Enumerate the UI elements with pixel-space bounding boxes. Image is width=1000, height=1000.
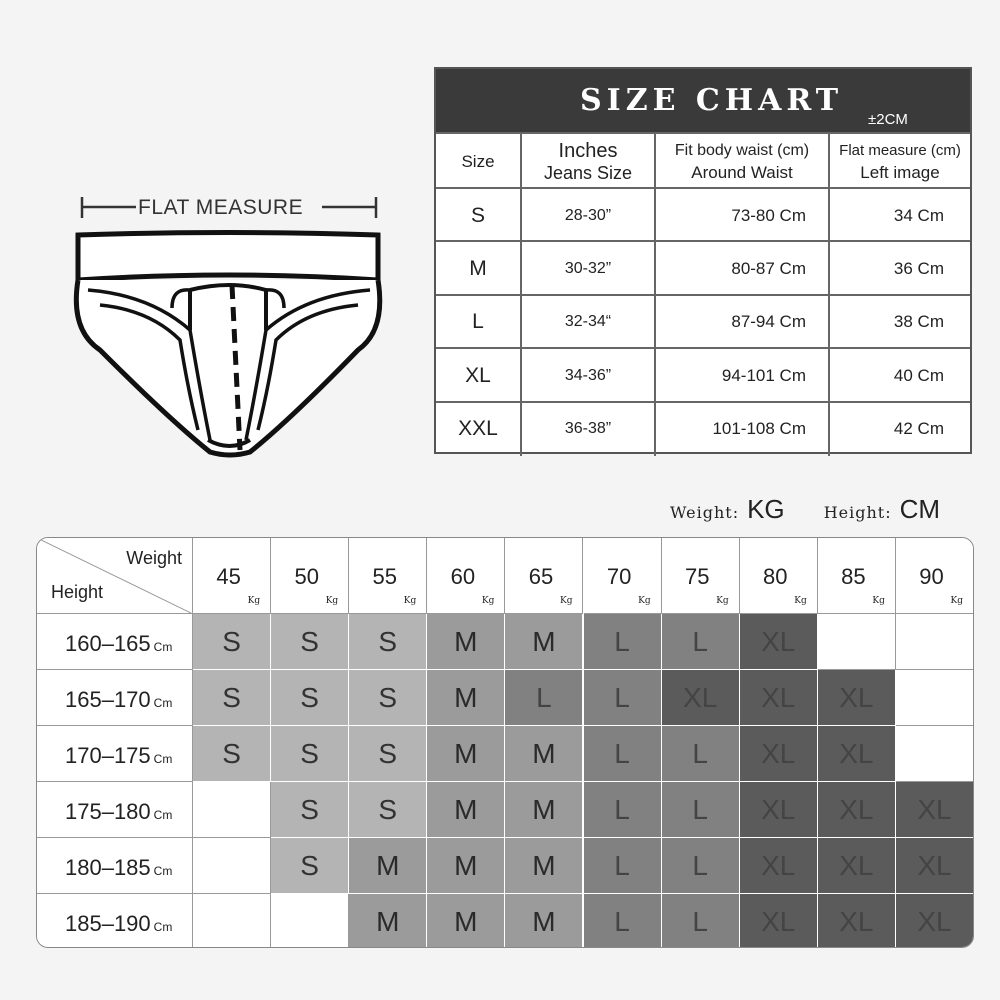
height-header-cell <box>37 614 193 670</box>
flat-measure-label: FLAT MEASURE <box>138 196 304 219</box>
size-recommendation-cell <box>818 614 896 670</box>
height-range-value: 175–180 <box>65 799 151 824</box>
size-cell: XL <box>465 363 491 387</box>
size-recommendation-cell <box>427 838 505 894</box>
size-letter: XL <box>917 905 952 937</box>
size-chart-header-row <box>436 132 970 189</box>
size-letter: S <box>222 625 241 657</box>
weight-unit: Kg <box>794 596 807 606</box>
weight-unit: Kg <box>325 596 339 606</box>
weight-unit: Kg <box>716 596 729 606</box>
inches-cell: 28-30” <box>520 189 654 242</box>
size-letter: M <box>376 849 400 881</box>
size-recommendation-cell <box>505 838 583 894</box>
size-cell: XXL <box>458 417 498 441</box>
size-letter: S <box>300 793 319 825</box>
weight-header-cell <box>896 538 974 614</box>
weight-value: 65 <box>528 564 554 589</box>
weight-unit: Kg <box>950 596 963 606</box>
size-recommendation-cell <box>427 614 505 670</box>
size-recommendation-cell <box>662 838 740 894</box>
size-recommendation-cell <box>584 894 662 948</box>
size-letter: L <box>692 793 708 825</box>
height-unit: Cm <box>153 696 173 710</box>
size-recommendation-cell <box>740 614 818 670</box>
size-recommendation-cell <box>584 670 662 726</box>
size-recommendation-cell <box>584 782 662 838</box>
size-letter: L <box>614 681 630 713</box>
waist-cell: 73-80 Cm <box>654 189 828 242</box>
size-letter <box>193 838 270 893</box>
height-header-cell <box>37 894 193 948</box>
corner-weight-label: Weight <box>126 548 182 568</box>
size-letter: L <box>692 625 708 657</box>
size-letter: S <box>378 681 398 713</box>
weight-unit: Kg <box>638 596 651 606</box>
size-recommendation-cell <box>271 838 349 894</box>
size-letter: M <box>454 793 478 825</box>
size-letter: S <box>300 625 319 657</box>
size-recommendation-cell <box>584 838 662 894</box>
weight-header-cell <box>349 538 427 614</box>
flat-measure-cell: 36 Cm <box>828 242 970 295</box>
size-letter: L <box>614 905 630 937</box>
weight-unit: Kg <box>559 596 573 606</box>
size-cell: L <box>472 310 484 334</box>
size-letter: XL <box>839 849 874 881</box>
briefs-illustration <box>60 190 400 470</box>
weight-header-cell <box>271 538 349 614</box>
weight-value: 45 <box>216 564 241 589</box>
size-recommendation-cell <box>193 670 271 726</box>
size-recommendation-cell <box>896 838 974 894</box>
size-recommendation-cell <box>740 894 818 948</box>
size-letter: M <box>376 905 400 937</box>
size-recommendation-cell <box>427 782 505 838</box>
size-letter: L <box>614 849 630 881</box>
size-recommendation-cell <box>505 782 583 838</box>
size-recommendation-cell <box>349 838 427 894</box>
size-recommendation-cell <box>896 782 974 838</box>
corner-height-label: Height <box>51 582 104 602</box>
size-letter: L <box>536 681 552 713</box>
size-recommendation-cell <box>818 726 896 782</box>
weight-header-cell <box>193 538 271 614</box>
height-unit-key: Height: <box>823 503 892 522</box>
size-recommendation-cell <box>349 726 427 782</box>
size-recommendation-cell <box>818 894 896 948</box>
height-range <box>65 687 172 713</box>
size-recommendation-cell <box>193 894 271 948</box>
size-letter: M <box>454 849 478 881</box>
size-recommendation-cell <box>818 670 896 726</box>
size-letter: M <box>532 849 556 881</box>
size-letter: S <box>378 793 398 825</box>
size-recommendation-cell <box>193 614 271 670</box>
size-chart-tolerance: ±2CM <box>868 111 908 128</box>
weight-value: 80 <box>763 564 788 589</box>
size-recommendation-cell <box>349 670 427 726</box>
size-letter: S <box>378 625 398 657</box>
weight-header-cell <box>505 538 583 614</box>
size-letter: M <box>454 681 478 713</box>
size-recommendation-cell <box>662 782 740 838</box>
weight-height-grid <box>36 537 974 948</box>
size-letter: XL <box>917 849 952 881</box>
size-letter: XL <box>761 793 796 825</box>
size-recommendation-cell <box>505 726 583 782</box>
weight-unit: Kg <box>403 596 417 606</box>
size-chart-row <box>436 187 970 242</box>
flat-measure-cell: 42 Cm <box>828 403 970 456</box>
size-letter <box>896 726 973 781</box>
size-recommendation-cell <box>193 782 271 838</box>
size-letter: XL <box>839 793 874 825</box>
header-size: Size <box>461 151 495 171</box>
size-chart-table <box>434 67 972 454</box>
size-letter: XL <box>917 793 952 825</box>
weight-unit-key: Weight: <box>670 503 740 522</box>
size-letter: XL <box>761 905 796 937</box>
size-recommendation-cell <box>896 614 974 670</box>
height-range <box>65 855 172 881</box>
size-letter: L <box>692 737 708 769</box>
size-letter <box>818 614 895 669</box>
size-recommendation-cell <box>505 614 583 670</box>
size-recommendation-cell <box>349 782 427 838</box>
size-letter: L <box>614 793 630 825</box>
size-letter: M <box>532 737 556 769</box>
size-chart-row <box>436 347 970 402</box>
size-letter: M <box>454 737 478 769</box>
size-recommendation-cell <box>584 614 662 670</box>
inches-cell: 30-32” <box>520 242 654 295</box>
size-recommendation-cell <box>896 894 974 948</box>
height-unit: Cm <box>153 920 173 934</box>
size-letter <box>271 894 348 948</box>
size-chart-title: SIZE CHART <box>580 83 844 118</box>
weight-header-cell <box>584 538 662 614</box>
height-range-value: 170–175 <box>65 743 151 768</box>
size-recommendation-cell <box>818 782 896 838</box>
waist-cell: 101-108 Cm <box>654 403 828 456</box>
waist-cell: 94-101 Cm <box>654 349 828 402</box>
size-letter: XL <box>761 681 796 713</box>
height-unit: Cm <box>153 752 173 766</box>
size-letter: L <box>692 849 708 881</box>
size-letter: S <box>300 849 319 881</box>
header-waist: Fit body waist (cm) Around Waist <box>654 134 828 189</box>
header-flat: Flat measure (cm) Left image <box>828 134 970 189</box>
size-recommendation-cell <box>271 614 349 670</box>
size-letter: L <box>614 737 630 769</box>
size-recommendation-cell <box>505 670 583 726</box>
size-chart-row <box>436 401 970 456</box>
size-chart-row <box>436 240 970 295</box>
inches-cell: 32-34“ <box>520 296 654 349</box>
weight-header-cell <box>818 538 896 614</box>
height-range-value: 185–190 <box>65 911 151 936</box>
weight-header-cell <box>740 538 818 614</box>
size-letter: XL <box>839 905 874 937</box>
weight-value: 55 <box>372 564 398 589</box>
header-inches: Inches Jeans Size <box>520 134 654 189</box>
size-recommendation-cell <box>193 838 271 894</box>
size-recommendation-cell <box>662 894 740 948</box>
flat-measure-cell: 40 Cm <box>828 349 970 402</box>
size-letter: XL <box>761 849 796 881</box>
height-range <box>65 631 172 657</box>
waist-cell: 80-87 Cm <box>654 242 828 295</box>
height-header-cell <box>37 726 193 782</box>
units-legend <box>670 494 940 525</box>
size-letter: M <box>454 905 478 937</box>
size-letter: M <box>532 793 556 825</box>
height-range <box>65 911 172 937</box>
weight-value: 75 <box>684 564 710 589</box>
size-letter: M <box>532 625 556 657</box>
height-unit-value: CM <box>899 494 941 524</box>
size-recommendation-cell <box>349 894 427 948</box>
size-recommendation-cell <box>427 726 505 782</box>
flat-measure-cell: 34 Cm <box>828 189 970 242</box>
weight-value: 90 <box>919 564 944 589</box>
size-recommendation-cell <box>662 670 740 726</box>
weight-unit: Kg <box>247 596 261 606</box>
size-recommendation-cell <box>896 670 974 726</box>
size-letter: XL <box>683 681 718 713</box>
inches-cell: 36-38” <box>520 403 654 456</box>
weight-unit: Kg <box>481 596 495 606</box>
size-letter: S <box>222 737 241 769</box>
size-recommendation-cell <box>349 614 427 670</box>
size-letter: XL <box>761 625 796 657</box>
size-recommendation-cell <box>662 726 740 782</box>
waist-cell: 87-94 Cm <box>654 296 828 349</box>
size-letter: M <box>532 905 556 937</box>
size-recommendation-cell <box>740 782 818 838</box>
size-chart-row <box>436 294 970 349</box>
size-recommendation-cell <box>505 894 583 948</box>
weight-header-cell <box>662 538 740 614</box>
size-recommendation-cell <box>740 670 818 726</box>
height-range <box>65 799 172 825</box>
size-letter: S <box>222 681 241 713</box>
size-recommendation-cell <box>193 726 271 782</box>
height-header-cell <box>37 670 193 726</box>
size-cell: M <box>469 257 487 281</box>
height-header-cell <box>37 838 193 894</box>
size-letter: M <box>454 625 478 657</box>
height-unit: Cm <box>153 808 173 822</box>
size-letter <box>193 894 270 948</box>
size-chart-header <box>436 69 970 132</box>
flat-measure-cell: 38 Cm <box>828 296 970 349</box>
height-unit: Cm <box>153 640 173 654</box>
size-letter <box>896 670 973 725</box>
size-recommendation-cell <box>740 726 818 782</box>
size-recommendation-cell <box>584 726 662 782</box>
size-letter: L <box>614 625 630 657</box>
size-letter: L <box>692 905 708 937</box>
size-recommendation-cell <box>271 894 349 948</box>
size-letter: XL <box>839 737 874 769</box>
size-recommendation-cell <box>271 726 349 782</box>
size-recommendation-cell <box>740 838 818 894</box>
height-range-value: 180–185 <box>65 855 151 880</box>
grid-corner <box>37 538 193 614</box>
size-recommendation-cell <box>427 670 505 726</box>
weight-value: 60 <box>450 564 476 589</box>
weight-unit-value: KG <box>747 494 785 524</box>
size-letter: S <box>378 737 398 769</box>
size-recommendation-cell <box>662 614 740 670</box>
size-letter: S <box>300 681 319 713</box>
size-letter <box>896 614 973 669</box>
height-range-value: 165–170 <box>65 687 151 712</box>
size-letter: XL <box>839 681 874 713</box>
height-range <box>65 743 172 769</box>
size-recommendation-cell <box>427 894 505 948</box>
size-recommendation-cell <box>271 782 349 838</box>
size-recommendation-cell <box>818 838 896 894</box>
size-letter: XL <box>761 737 796 769</box>
weight-value: 50 <box>294 564 319 589</box>
inches-cell: 34-36” <box>520 349 654 402</box>
size-letter <box>193 782 270 837</box>
height-header-cell <box>37 782 193 838</box>
size-letter: S <box>300 737 319 769</box>
height-unit: Cm <box>153 864 173 878</box>
size-recommendation-cell <box>271 670 349 726</box>
weight-value: 70 <box>606 564 632 589</box>
weight-value: 85 <box>841 564 866 589</box>
height-range-value: 160–165 <box>65 631 151 656</box>
size-recommendation-cell <box>896 726 974 782</box>
weight-header-cell <box>427 538 505 614</box>
weight-unit: Kg <box>872 596 885 606</box>
size-cell: S <box>470 203 485 227</box>
